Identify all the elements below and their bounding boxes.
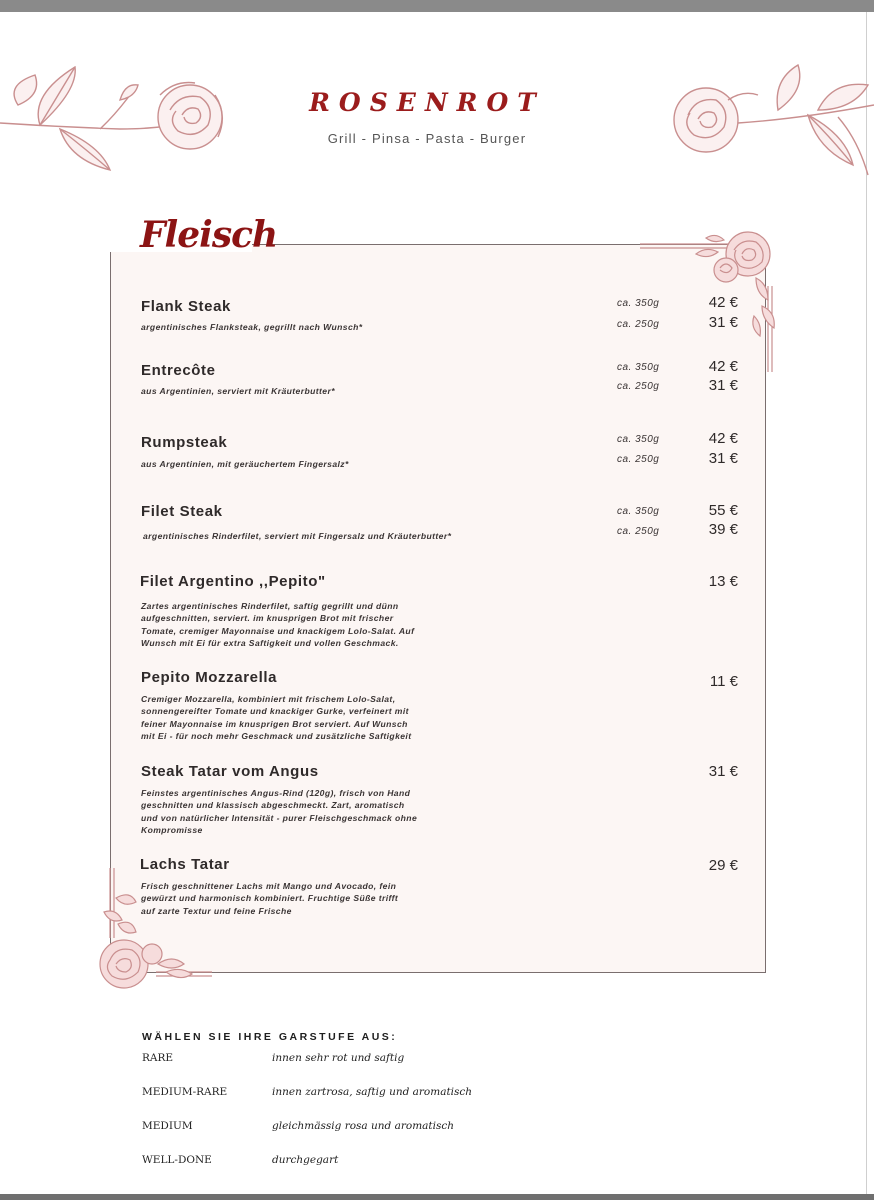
menu-item-price: 42 € [708, 358, 738, 375]
description-line: Kompromisse [141, 824, 203, 835]
menu-item-price: 42 € [708, 430, 738, 447]
description-line: Feinstes argentinisches Angus-Rind (120g), frisch von Hand [141, 788, 411, 798]
menu-item-weight: ca. 250g [617, 526, 660, 537]
menu-item-name: Lachs Tatar [140, 856, 230, 873]
menu-item-description: argentinisches Rinderfilet, serviert mit Fingersalz und Kräuterbutter* [143, 531, 452, 541]
menu-item-price: 11 € [709, 673, 738, 690]
description-line: Wunsch mit Ei für extra Saftigkeit und vollen Geschmack. [141, 637, 399, 648]
menu-item-price: 29 € [708, 857, 738, 874]
description-line: feiner Mayonnaise im knusprigen Brot serviert. Auf Wunsch [141, 718, 408, 729]
brand-tagline: Grill - Pinsa - Pasta - Burger [327, 131, 527, 146]
rose-branch-left-icon [0, 55, 240, 185]
description-line: mit Ei - für noch mehr Geschmack und zusätzliche Saftigkeit [141, 730, 412, 741]
doneness-level: MEDIUM [142, 1120, 193, 1132]
brand-name: ROSENROT [309, 88, 545, 117]
rose-branch-right-icon [668, 55, 874, 185]
menu-item-description [141, 880, 398, 917]
description-line: Frisch geschnittener Lachs mit Mango und Avocado, fein [141, 881, 397, 891]
doneness-description: innen sehr rot und saftig [272, 1052, 405, 1064]
menu-item-description [141, 693, 412, 742]
menu-item-price: 42 € [708, 294, 738, 311]
menu-item-name: Steak Tatar vom Angus [141, 763, 319, 780]
section-title: Fleisch [140, 214, 278, 256]
menu-item-weight: ca. 350g [617, 506, 660, 517]
window-bottom-bar [0, 1194, 874, 1200]
doneness-heading: WÄHLEN SIE IHRE GARSTUFE AUS: [142, 1031, 398, 1043]
doneness-level: MEDIUM-RARE [142, 1086, 228, 1098]
menu-item-weight: ca. 250g [617, 454, 660, 465]
doneness-level: RARE [142, 1052, 174, 1064]
description-line: geschnitten und klassisch abgeschmeckt. Zart, aromatisch [141, 800, 405, 811]
menu-item-price: 55 € [708, 502, 738, 519]
menu-item-description [141, 600, 414, 649]
menu-item-name: Filet Steak [141, 503, 223, 520]
description-line: aufgeschnitten, serviert. im knusprigen Brot mit frischer [141, 613, 394, 624]
description-line: Zartes argentinisches Rinderfilet, saftig gegrillt und dünn [141, 601, 399, 611]
description-line: sonnengereifter Tomate und knackiger Gurke, verfeinert mit [141, 706, 409, 717]
description-line: auf zarte Textur und feine Frische [141, 905, 292, 916]
menu-item-price: 31 € [708, 763, 738, 780]
menu-item-name: Rumpsteak [141, 434, 228, 451]
menu-item-weight: ca. 350g [617, 362, 660, 373]
menu-item-weight: ca. 250g [617, 381, 660, 392]
description-line: gewürzt und harmonisch kombiniert. Fruchtige Süße trifft [141, 893, 399, 904]
doneness-description: durchgegart [272, 1154, 339, 1166]
menu-item-weight: ca. 350g [617, 434, 660, 445]
menu-item-weight: ca. 350g [617, 298, 660, 309]
menu-item-weight: ca. 250g [617, 319, 660, 330]
menu-item-description: argentinisches Flanksteak, gegrillt nach Wunsch* [141, 322, 363, 332]
menu-item-price: 39 € [708, 521, 738, 538]
menu-item-price: 31 € [708, 450, 738, 467]
menu-item-name: Entrecôte [141, 362, 216, 379]
window-top-bar [0, 0, 874, 12]
menu-item-price: 13 € [708, 573, 738, 590]
doneness-description: gleichmässig rosa und aromatisch [272, 1120, 455, 1132]
description-line: Tomate, cremiger Mayonnaise und knackigem Lolo-Salat. Auf [141, 625, 415, 636]
doneness-level: WELL-DONE [142, 1154, 212, 1166]
description-line: Cremiger Mozzarella, kombiniert mit frischem Lolo-Salat, [141, 694, 396, 704]
doneness-description: innen zartrosa, saftig und aromatisch [272, 1086, 473, 1098]
menu-item-name: Filet Argentino ,,Pepito" [140, 573, 326, 590]
menu-item-name: Pepito Mozzarella [141, 669, 278, 686]
menu-item-description: aus Argentinien, serviert mit Kräuterbutter* [141, 386, 335, 396]
menu-item-price: 31 € [708, 377, 738, 394]
menu-item-description: aus Argentinien, mit geräuchertem Fingersalz* [141, 459, 349, 469]
menu-item-price: 31 € [708, 314, 738, 331]
menu-item-name: Flank Steak [141, 298, 231, 315]
menu-item-description [141, 787, 417, 836]
description-line: und von natürlicher Intensität - purer Fleischgeschmack ohne [141, 812, 418, 823]
page-edge [866, 12, 867, 1194]
